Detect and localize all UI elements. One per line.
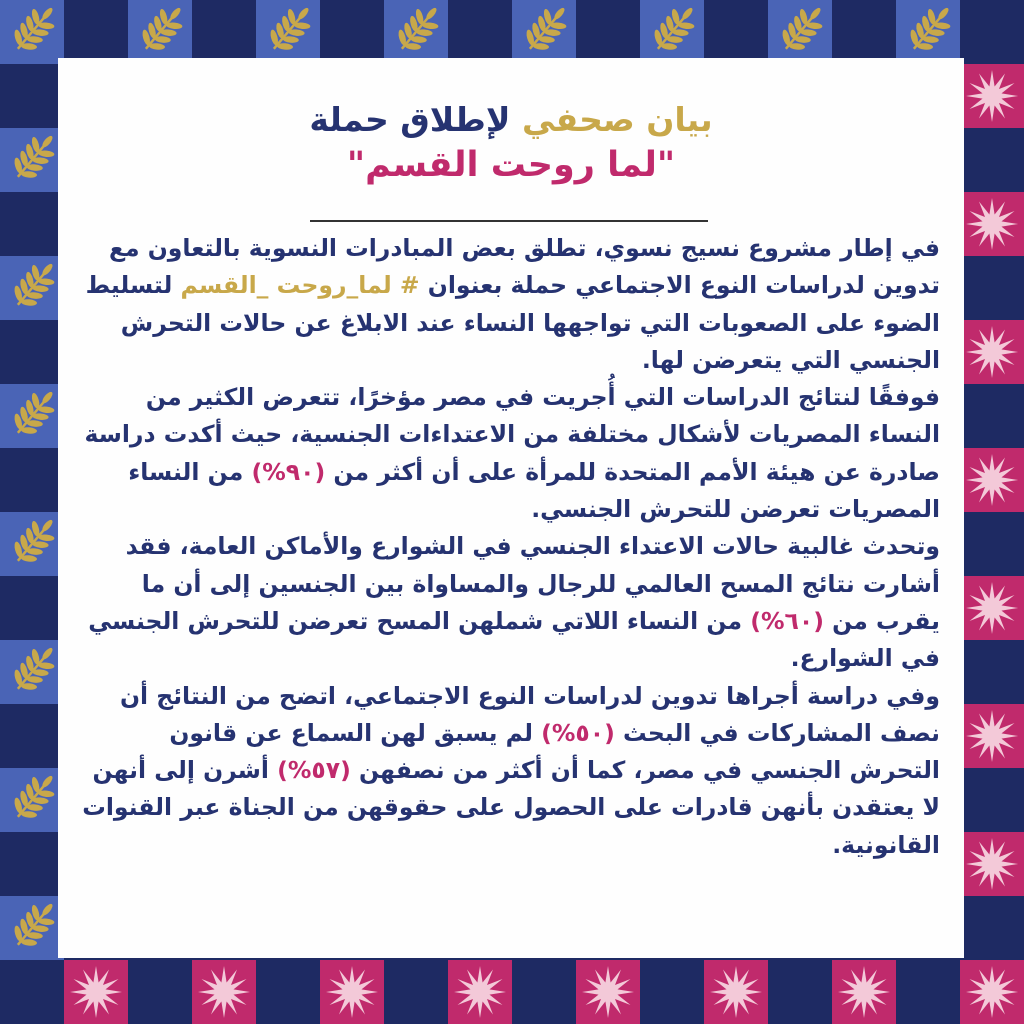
title-part2: لإطلاق حملة — [309, 100, 511, 139]
para4-text-c: أشرن إلى أنهن لا يعتقدن بأنهن قادرات على الحصول على حقوقهن من الجناة عبر القنوات القانونية. — [82, 756, 940, 859]
para3-text-a: وتحدث غالبية حالات الاعتداء الجنسي في الشوارع والأماكن العامة، فقد أشارت نتائج المسح العالمي للرجال والمساواة بين الجنسين إلى أن ما يقرب من — [125, 532, 940, 635]
para1-text-a: في إطار مشروع نسيج نسوي، تطلق بعض المبادرات النسوية بالتعاون مع تدوين لدراسات النوع الاجتماعي حملة بعنوان — [108, 234, 940, 300]
stat-60: (٦٠%) — [750, 606, 824, 635]
stat-57: (٥٧%) — [277, 756, 351, 785]
para2-text-a: فوفقًا لنتائج الدراسات التي أُجريت في مصر مؤخرًا، تتعرض الكثير من النساء المصريات لأشكال مختلفة من الاعتداءات الجنسية، حيث أكدت دراسة صادرة عن هيئة الأمم المتحدة للمرأة على أن أكثر من — [84, 383, 940, 486]
stat-90: (٩٠%) — [251, 457, 326, 486]
title-line — [58, 98, 964, 142]
divider — [310, 220, 708, 222]
stat-50: (٥٠%) — [541, 718, 615, 747]
para1-text-b: لتسليط الضوء على الصعوبات التي تواجهها النساء عند الابلاغ عن حالات التحرش الجنسي التي يتعرضن لها. — [85, 271, 940, 374]
body-text — [82, 230, 940, 864]
subtitle: "لما روحت القسم" — [346, 145, 676, 185]
para4-text-a: وفي دراسة أجراها تدوين لدراسات النوع الاجتماعي، اتضح من النتائج أن نصف المشاركات في البحث — [120, 681, 940, 747]
title-part1: بيان صحفي — [521, 100, 713, 139]
para2-text-b: من النساء المصريات تعرضن للتحرش الجنسي. — [128, 457, 940, 524]
para4-text-b: لم يسبق لهن السماع عن قانون التحرش الجنسي في مصر، كما أن أكثر من نصفهن — [169, 718, 940, 785]
hashtag: # لما_روحت _القسم — [180, 271, 420, 300]
title-block — [58, 98, 964, 188]
para3-text-b: من النساء اللاتي شملهن المسح تعرضن للتحرش الجنسي في الشوارع. — [88, 606, 940, 673]
press-release-card — [58, 58, 964, 958]
